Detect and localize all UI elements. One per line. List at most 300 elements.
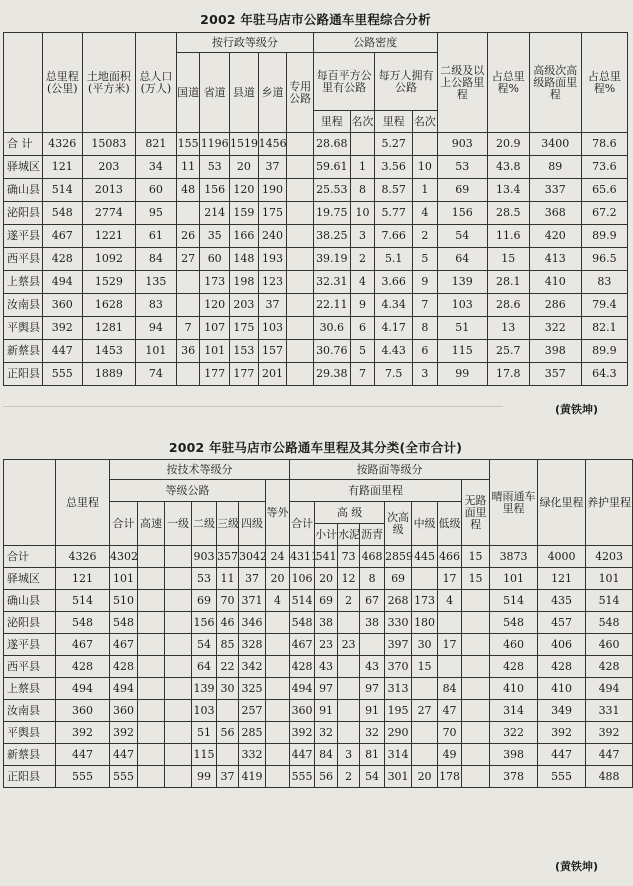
header-per-100km2: 每百平方公里有公路 (313, 53, 374, 111)
row-label: 正阳县 (4, 363, 43, 386)
table-cell: 398 (529, 340, 581, 363)
table-cell: 1519 (230, 133, 259, 156)
table-cell: 428 (290, 656, 315, 678)
table-cell: 257 (239, 700, 266, 722)
table-cell: 82.1 (581, 317, 627, 340)
table-cell (266, 766, 290, 788)
table-cell: 37 (258, 156, 287, 179)
table-cell: 20 (266, 568, 290, 590)
header-small-total: 小计 (315, 524, 338, 546)
table-cell: 548 (490, 612, 538, 634)
table-cell: 447 (56, 744, 110, 766)
table-cell: 89.9 (581, 225, 627, 248)
table-cell (287, 225, 314, 248)
table-cell (462, 766, 490, 788)
table-cell (338, 700, 360, 722)
table-cell: 5 (413, 248, 438, 271)
table-cell: 413 (529, 248, 581, 271)
table-row (4, 744, 633, 766)
table-cell (165, 766, 192, 788)
table-cell: 290 (385, 722, 412, 744)
row-label: 合 计 (4, 133, 43, 156)
table-cell (165, 634, 192, 656)
header-medium: 中级 (412, 502, 438, 546)
header-mileage: 里程 (313, 111, 350, 133)
table-cell: 4 (413, 202, 438, 225)
header-rank: 名次 (413, 111, 438, 133)
table-cell: 8 (350, 179, 375, 202)
table-cell: 173 (412, 590, 438, 612)
row-label: 平舆县 (4, 317, 43, 340)
table-cell: 34 (135, 156, 176, 179)
author-signature: (黄铁坤) (555, 403, 599, 416)
table-row (4, 202, 628, 225)
table-cell (462, 656, 490, 678)
table-cell: 13.4 (487, 179, 529, 202)
table-cell: 61 (135, 225, 176, 248)
table-cell: 342 (239, 656, 266, 678)
table-cell: 60 (200, 248, 230, 271)
table-cell (266, 744, 290, 766)
table-cell: 83 (581, 271, 627, 294)
table-cell: 328 (239, 634, 266, 656)
table-cell (413, 133, 438, 156)
table-cell: 157 (258, 340, 287, 363)
table-cell: 447 (42, 340, 82, 363)
table-cell: 5.27 (375, 133, 413, 156)
table-cell: 39.19 (313, 248, 350, 271)
table-cell: 91 (315, 700, 338, 722)
table1-title: 2002 年驻马店市公路通车里程综合分析 (200, 12, 431, 27)
table-cell: 494 (586, 678, 633, 700)
table-cell: 30.6 (313, 317, 350, 340)
table-cell (287, 271, 314, 294)
header-admin-group: 按行政等级分 (176, 33, 313, 53)
table-cell: 69 (437, 179, 487, 202)
table-cell: 56 (315, 766, 338, 788)
header-land-area: 土地面积(平方米) (82, 33, 135, 133)
header-maintained: 养护里程 (586, 460, 633, 546)
table-cell: 173 (200, 271, 230, 294)
table-cell: 268 (385, 590, 412, 612)
table-cell: 67 (360, 590, 385, 612)
table-cell: 428 (586, 656, 633, 678)
table-cell (138, 744, 165, 766)
table-cell: 78.6 (581, 133, 627, 156)
table-cell: 159 (230, 202, 259, 225)
table-cell: 360 (110, 700, 138, 722)
table-cell: 175 (258, 202, 287, 225)
table-cell: 555 (56, 766, 110, 788)
table-cell: 67.2 (581, 202, 627, 225)
table-cell: 903 (192, 546, 217, 568)
table-cell: 1221 (82, 225, 135, 248)
row-label: 新蔡县 (4, 340, 43, 363)
header-density-group: 公路密度 (313, 33, 437, 53)
table-row (4, 179, 628, 202)
table-cell: 466 (438, 546, 462, 568)
table-cell: 285 (239, 722, 266, 744)
table-cell (266, 700, 290, 722)
table-cell (287, 156, 314, 179)
table-cell: 420 (529, 225, 581, 248)
table-cell: 313 (385, 678, 412, 700)
table-cell: 445 (412, 546, 438, 568)
table-cell: 555 (42, 363, 82, 386)
table-cell: 4 (350, 271, 375, 294)
table-cell: 5.77 (375, 202, 413, 225)
header-grade2: 二级 (192, 502, 217, 546)
table-cell: 447 (586, 744, 633, 766)
table-cell: 214 (200, 202, 230, 225)
table-cell: 15 (412, 656, 438, 678)
header-pct1: 占总里程% (487, 33, 529, 133)
header-asphalt: 沥青 (360, 524, 385, 546)
table-cell: 28.6 (487, 294, 529, 317)
table-cell (287, 133, 314, 156)
table-row (4, 225, 628, 248)
table-cell: 2 (338, 590, 360, 612)
table-cell (287, 202, 314, 225)
table-cell: 467 (56, 634, 110, 656)
table-cell: 190 (258, 179, 287, 202)
header-greened: 绿化里程 (538, 460, 586, 546)
row-label: 泌阳县 (4, 612, 56, 634)
table-cell (176, 363, 200, 386)
table-cell: 139 (437, 271, 487, 294)
table-cell: 467 (110, 634, 138, 656)
header-grade1: 一级 (165, 502, 192, 546)
table-cell: 2 (338, 766, 360, 788)
table-cell (338, 612, 360, 634)
table-cell: 4 (438, 590, 462, 612)
table-cell: 139 (192, 678, 217, 700)
table-cell: 43 (360, 656, 385, 678)
header-total-mileage: 总里程 (56, 460, 110, 546)
table-cell (412, 722, 438, 744)
table-cell: 330 (385, 612, 412, 634)
table-cell: 193 (258, 248, 287, 271)
table-row (4, 590, 633, 612)
row-label: 上蔡县 (4, 271, 43, 294)
table-cell (165, 590, 192, 612)
table-cell: 4.43 (375, 340, 413, 363)
table-cell: 7 (413, 294, 438, 317)
table-cell: 11 (217, 568, 239, 590)
table-cell: 398 (490, 744, 538, 766)
header-all-weather: 晴雨通车里程 (490, 460, 538, 546)
table-cell: 30 (217, 678, 239, 700)
table-cell: 20 (230, 156, 259, 179)
table-cell: 53 (192, 568, 217, 590)
table-cell: 1456 (258, 133, 287, 156)
table-cell: 89 (529, 156, 581, 179)
table-cell (287, 248, 314, 271)
table-cell (462, 744, 490, 766)
table-cell: 514 (290, 590, 315, 612)
table-cell (165, 546, 192, 568)
table-cell: 84 (135, 248, 176, 271)
table-cell (176, 294, 200, 317)
header-sum: 合计 (290, 502, 315, 546)
table-cell: 15 (462, 568, 490, 590)
header-special: 专用公路 (287, 53, 314, 133)
table-cell: 494 (110, 678, 138, 700)
table-cell (138, 656, 165, 678)
row-label: 汝南县 (4, 700, 56, 722)
table-cell: 6 (350, 317, 375, 340)
row-label: 平舆县 (4, 722, 56, 744)
table-cell: 121 (538, 568, 586, 590)
table-cell: 81 (360, 744, 385, 766)
header-population: 总人口(万人) (135, 33, 176, 133)
table-cell: 514 (56, 590, 110, 612)
table-cell: 1529 (82, 271, 135, 294)
table-cell: 97 (315, 678, 338, 700)
row-label: 泌阳县 (4, 202, 43, 225)
table-cell: 201 (258, 363, 287, 386)
table-cell: 514 (490, 590, 538, 612)
header-national: 国道 (176, 53, 200, 133)
table-cell: 64.3 (581, 363, 627, 386)
table-cell: 99 (437, 363, 487, 386)
table-cell: 37 (217, 766, 239, 788)
table-cell: 59.61 (313, 156, 350, 179)
table-cell: 153 (230, 340, 259, 363)
table-cell: 392 (110, 722, 138, 744)
table-cell: 17 (438, 568, 462, 590)
header-subtotal: 合计 (110, 502, 138, 546)
table-cell: 435 (538, 590, 586, 612)
table-cell: 357 (217, 546, 239, 568)
table-cell (138, 700, 165, 722)
table-cell: 821 (135, 133, 176, 156)
table-cell: 510 (110, 590, 138, 612)
header-high-grade: 高级次高级路面里程 (529, 33, 581, 133)
table-cell: 3400 (529, 133, 581, 156)
header-county: 县道 (230, 53, 259, 133)
table-cell (412, 678, 438, 700)
table-cell: 378 (490, 766, 538, 788)
table-cell: 10 (413, 156, 438, 179)
table-cell: 38 (315, 612, 338, 634)
table-cell: 447 (290, 744, 315, 766)
table-cell: 4302 (110, 546, 138, 568)
row-label: 上蔡县 (4, 678, 56, 700)
table-row (4, 612, 633, 634)
header-grade3: 三级 (217, 502, 239, 546)
table-cell: 337 (529, 179, 581, 202)
table-cell: 314 (385, 744, 412, 766)
table-cell: 11 (176, 156, 200, 179)
table-cell: 322 (490, 722, 538, 744)
table-cell: 428 (110, 656, 138, 678)
table-cell: 460 (490, 634, 538, 656)
table-cell: 3 (350, 225, 375, 248)
table-cell: 73 (338, 546, 360, 568)
table-cell (438, 656, 462, 678)
table-cell (287, 363, 314, 386)
table-cell: 101 (135, 340, 176, 363)
table-cell: 903 (437, 133, 487, 156)
table-cell: 8 (360, 568, 385, 590)
table-cell: 392 (538, 722, 586, 744)
table-cell: 410 (538, 678, 586, 700)
table-cell: 2774 (82, 202, 135, 225)
table-cell (165, 722, 192, 744)
header-expressway: 高速 (138, 502, 165, 546)
table-cell: 332 (239, 744, 266, 766)
table-cell: 428 (538, 656, 586, 678)
header-sub-high: 次高级 (385, 502, 412, 546)
table-cell: 325 (239, 678, 266, 700)
table-cell: 7.5 (375, 363, 413, 386)
table-cell: 1 (413, 179, 438, 202)
table-cell: 198 (230, 271, 259, 294)
table-cell (217, 700, 239, 722)
row-label: 驿城区 (4, 568, 56, 590)
table-cell: 346 (239, 612, 266, 634)
table-cell: 64 (192, 656, 217, 678)
table-cell: 3.56 (375, 156, 413, 179)
table-cell: 99 (192, 766, 217, 788)
table-cell: 392 (56, 722, 110, 744)
page-divider (3, 406, 503, 423)
table-cell: 28.5 (487, 202, 529, 225)
table-cell: 548 (56, 612, 110, 634)
table-cell: 30.76 (313, 340, 350, 363)
table-cell (462, 612, 490, 634)
table-cell: 9 (413, 271, 438, 294)
table-cell: 135 (135, 271, 176, 294)
table-cell: 101 (200, 340, 230, 363)
table-cell: 17 (438, 634, 462, 656)
table-cell: 69 (192, 590, 217, 612)
table-cell: 106 (290, 568, 315, 590)
table-cell (338, 656, 360, 678)
table-cell: 3042 (239, 546, 266, 568)
table-cell: 15 (487, 248, 529, 271)
table-cell: 27 (176, 248, 200, 271)
table-cell: 30 (412, 634, 438, 656)
table-cell: 23 (315, 634, 338, 656)
header-grade4: 四级 (239, 502, 266, 546)
row-label: 确山县 (4, 179, 43, 202)
row-label: 驿城区 (4, 156, 43, 179)
table-cell: 60 (135, 179, 176, 202)
table-cell: 2013 (82, 179, 135, 202)
table-cell: 32.31 (313, 271, 350, 294)
table-cell: 84 (315, 744, 338, 766)
table-cell: 392 (290, 722, 315, 744)
table-cell: 428 (56, 656, 110, 678)
table-cell: 3 (413, 363, 438, 386)
table-cell: 38 (360, 612, 385, 634)
table-cell: 177 (200, 363, 230, 386)
table-cell: 392 (586, 722, 633, 744)
table-cell: 28.1 (487, 271, 529, 294)
table-cell: 56 (217, 722, 239, 744)
table-cell: 123 (258, 271, 287, 294)
table-cell: 203 (230, 294, 259, 317)
table-cell: 8.57 (375, 179, 413, 202)
table-cell: 120 (200, 294, 230, 317)
row-label: 西平县 (4, 248, 43, 271)
table-cell: 46 (217, 612, 239, 634)
table-cell: 548 (290, 612, 315, 634)
table-cell: 74 (135, 363, 176, 386)
table-cell (412, 744, 438, 766)
table-cell: 156 (192, 612, 217, 634)
table-cell: 4 (266, 590, 290, 612)
table-cell: 107 (200, 317, 230, 340)
table-cell: 10 (350, 202, 375, 225)
table-cell: 1628 (82, 294, 135, 317)
table-cell: 22 (217, 656, 239, 678)
table-cell: 96.5 (581, 248, 627, 271)
table-cell: 195 (385, 700, 412, 722)
table-cell: 156 (437, 202, 487, 225)
table-cell: 11.6 (487, 225, 529, 248)
table-row (4, 271, 628, 294)
table-cell: 555 (110, 766, 138, 788)
table-cell: 29.38 (313, 363, 350, 386)
table-row (4, 294, 628, 317)
table-cell: 349 (538, 700, 586, 722)
row-label: 西平县 (4, 656, 56, 678)
table-cell: 177 (230, 363, 259, 386)
header-total-mileage: 总里程(公里) (42, 33, 82, 133)
table-cell: 180 (412, 612, 438, 634)
table-cell: 1092 (82, 248, 135, 271)
table-cell: 322 (529, 317, 581, 340)
table-cell: 23 (338, 634, 360, 656)
table-cell: 3.66 (375, 271, 413, 294)
table2-title: 2002 年驻马店市公路通车里程及其分类(全市合计) (168, 440, 463, 455)
table-row (4, 317, 628, 340)
table-cell: 91 (360, 700, 385, 722)
table-cell: 4.17 (375, 317, 413, 340)
table-cell: 406 (538, 634, 586, 656)
table-cell (287, 317, 314, 340)
table-cell (165, 612, 192, 634)
table-cell: 175 (230, 317, 259, 340)
table-row (4, 634, 633, 656)
table-cell: 121 (42, 156, 82, 179)
table-cell: 103 (192, 700, 217, 722)
table-row (4, 156, 628, 179)
table-cell (266, 678, 290, 700)
author-signature: (黄铁坤) (555, 860, 599, 873)
mileage-analysis-table (3, 32, 628, 386)
table-cell (138, 546, 165, 568)
table-cell: 286 (529, 294, 581, 317)
mileage-classification-table (3, 459, 633, 788)
table-cell: 22.11 (313, 294, 350, 317)
header-unpaved: 无路面里程 (462, 480, 490, 546)
table-cell (165, 700, 192, 722)
table-cell: 48 (176, 179, 200, 202)
table-cell: 5.1 (375, 248, 413, 271)
table-cell (165, 568, 192, 590)
table-cell (462, 634, 490, 656)
table-cell: 360 (56, 700, 110, 722)
table-cell: 357 (529, 363, 581, 386)
table-cell: 85 (217, 634, 239, 656)
table-cell: 7 (350, 363, 375, 386)
table-cell: 4.34 (375, 294, 413, 317)
table-cell: 447 (110, 744, 138, 766)
